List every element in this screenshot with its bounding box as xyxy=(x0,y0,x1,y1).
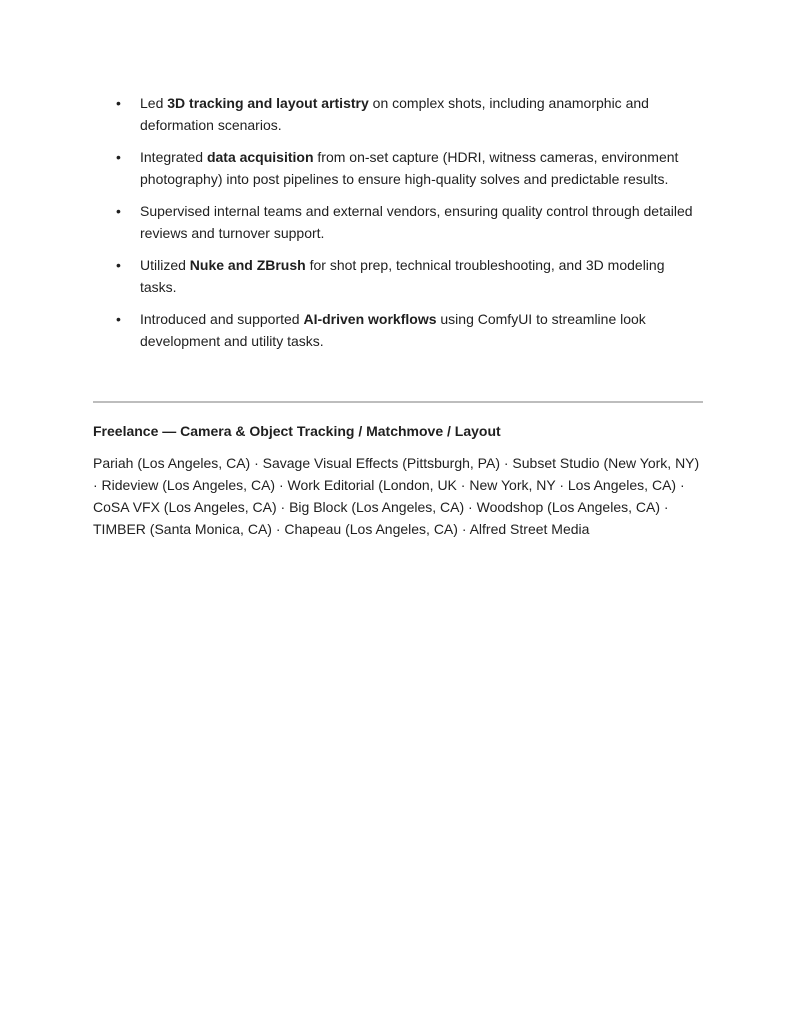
bullet-text-bold: data acquisition xyxy=(206,149,314,165)
bullet-text-pre: Led xyxy=(140,95,168,111)
bullet-item xyxy=(93,200,703,244)
bullet-text-pre: Utilized xyxy=(140,257,190,273)
bullet-text-post: for shot prep, technical troubleshooting, and 3D modeling tasks. xyxy=(140,257,665,295)
bullet-icon: • xyxy=(116,257,121,273)
bullet-text-bold: Nuke and ZBrush xyxy=(189,257,306,273)
bullet-item xyxy=(93,92,703,136)
bullet-icon: • xyxy=(116,149,121,165)
experience-bullet-list xyxy=(93,92,703,362)
bullet-item xyxy=(93,308,703,352)
bullet-icon: • xyxy=(116,311,121,327)
freelance-section-title: Freelance — Camera & Object Tracking / Matchmove / Layout xyxy=(93,423,501,439)
bullet-text-post: on complex shots, including anamorphic and deformation scenarios. xyxy=(140,95,649,133)
bullet-text-bold: AI-driven workflows xyxy=(303,311,437,327)
bullet-text-post: from on-set capture (HDRI, witness cameras, environment photography) into post pipelines to ensure high-quality solves and predictable results. xyxy=(140,149,679,187)
bullet-item xyxy=(93,254,703,298)
section-divider xyxy=(93,401,703,403)
bullet-item xyxy=(93,146,703,190)
bullet-text-pre: Introduced and supported xyxy=(140,311,304,327)
bullet-text-bold: 3D tracking and layout artistry xyxy=(167,95,369,111)
bullet-icon: • xyxy=(116,95,121,111)
bullet-text-pre: Supervised internal teams and external vendors, ensuring quality control through detailed reviews and turnover support. xyxy=(140,203,693,241)
freelance-client-list: Pariah (Los Angeles, CA) · Savage Visual Effects (Pittsburgh, PA) · Subset Studio (New York, NY) · Rideview (Los Angeles, CA) · Work Editorial (London, UK · New York, NY · Los Angeles, CA) · CoSA VFX (Los Angeles, CA) · Big Block (Los Angeles, CA) · Woodshop (Los Angeles, CA) · TIMBER (Santa Monica, CA) · Chapeau (Los Angeles, CA) · Alfred Street Media xyxy=(93,455,700,537)
bullet-text-post: using ComfyUI to streamline look development and utility tasks. xyxy=(140,311,646,349)
bullet-icon: • xyxy=(116,203,121,219)
bullet-text-pre: Integrated xyxy=(140,149,207,165)
